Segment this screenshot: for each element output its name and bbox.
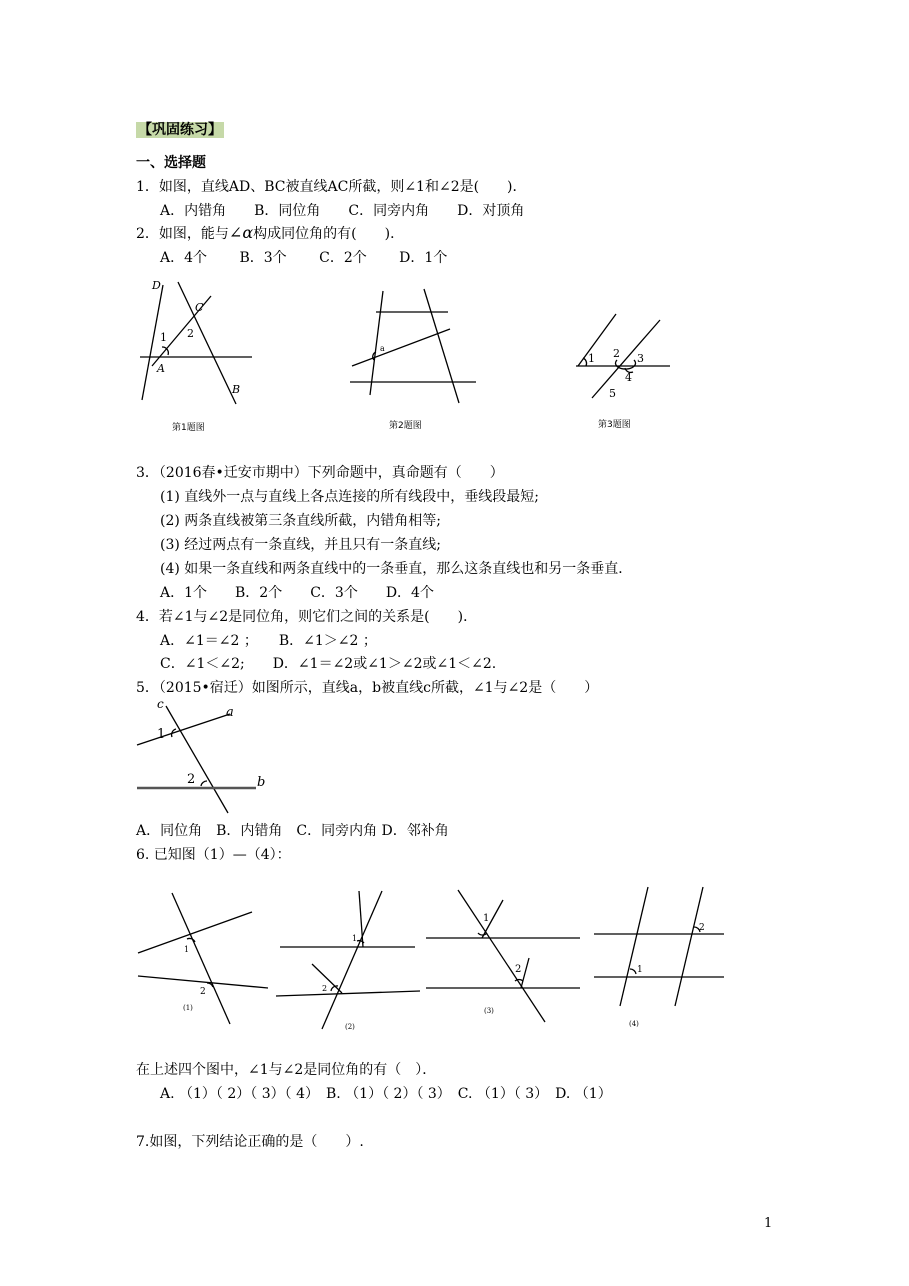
fig6-caption-2: (2) [345,1023,355,1031]
q3-item-1: (1) 直线外一点与直线上各点连接的所有线段中，垂线段最短; [160,489,539,505]
fig1-label-2: 2 [187,327,194,340]
q4-options-a: A．∠1＝∠2 ； B．∠1＞∠2 ； [160,633,377,649]
fig6-3-label-1: 1 [483,913,490,924]
fig5-label-b: b [257,775,266,790]
figure-6-3 [426,890,580,1022]
figure-6-4 [594,887,724,1006]
q3-item-3: (3) 经过两点有一条直线，并且只有一条直线; [160,537,441,553]
fig1-label-1: 1 [160,331,167,344]
fig5-label-1: 1 [157,727,166,742]
q2-options: A．4个 B．3个 C．2个 D．1个 [160,250,448,266]
fig6-2-label-2: 2 [322,984,328,993]
fig6-4-label-2: 2 [699,923,705,933]
figure-6-2 [276,891,420,1029]
fig6-caption-3: (3) [484,1007,494,1015]
fig2-caption: 第2题图 [389,421,422,431]
q7-stem: 7.如图，下列结论正确的是（ ）. [136,1134,364,1150]
q2-stem-b: 构成同位角的有( )． [253,226,405,242]
section-title: 【巩固练习】 [138,122,222,138]
fig1-caption: 第1题图 [172,423,205,433]
fig3-label-5: 5 [609,387,616,400]
fig3-label-4: 4 [625,371,632,384]
q6-stem: 6. 已知图（1）—（4）： [136,847,291,863]
fig6-3-label-2: 2 [515,964,522,975]
q3-stem: 3．（2016春•迁安市期中）下列命题中，真命题有（ ） [136,465,504,481]
q6-options: A. （1）（ 2）（ 3）（ 4） B. （1）（ 2）（ 3） C. （1）（ 3） D. （1） [160,1086,612,1102]
figure-6-1 [138,893,268,1024]
q3-options: A．1个 B．2个 C．3个 D．4个 [160,585,434,601]
figure-5 [137,706,230,813]
part-title: 一、选择题 [136,155,206,171]
fig3-label-1: 1 [588,352,595,365]
fig1-label-d: D [152,279,161,292]
fig6-caption-4: (4) [629,1020,639,1028]
fig1-label-c: C [195,301,204,314]
q2-stem-a: 2．如图，能与 [136,226,229,242]
figure-2 [350,289,476,403]
fig2-label-a: a [380,344,385,353]
fig3-caption: 第3题图 [598,420,631,430]
fig3-label-3: 3 [637,352,644,365]
fig5-label-2: 2 [187,772,196,787]
q5-options: A．同位角 B．内错角 C．同旁内角 D．邻补角 [136,823,449,839]
fig6-1-label-2: 2 [200,987,206,997]
q4-stem: 4．若∠1与∠2是同位角，则它们之间的关系是( )． [136,609,478,625]
q4-options-b: C．∠1＜∠2; D．∠1＝∠2或∠1＞∠2或∠1＜∠2. [160,656,497,672]
fig6-2-label-1: 1 [352,934,358,943]
fig1-label-a: A [157,362,165,375]
fig6-1-label-1: 1 [184,945,190,954]
q1-stem: 1．如图，直线AD、BC被直线AC所截，则∠1和∠2是( )． [136,179,527,195]
q6-question: 在上述四个图中，∠1与∠2是同位角的有（ ）． [136,1062,437,1078]
q5-stem: 5．（2015•宿迁）如图所示，直线a，b被直线c所截，∠1与∠2是（ ） [136,680,599,696]
fig5-label-c: c [157,697,164,711]
fig5-label-a: a [226,705,234,720]
q1-options: A．内错角 B．同位角 C．同旁内角 D．对顶角 [160,203,525,219]
page-number: 1 [764,1216,773,1231]
q3-item-2: (2) 两条直线被第三条直线所截，内错角相等; [160,513,441,529]
q3-item-4: (4) 如果一条直线和两条直线中的一条垂直，那么这条直线也和另一条垂直． [160,561,633,577]
alpha-symbol: ∠α [228,223,254,242]
fig6-4-label-1: 1 [637,965,643,975]
fig3-label-2: 2 [613,347,620,360]
fig6-caption-1: (1) [183,1004,193,1012]
fig1-label-b: B [232,383,241,396]
